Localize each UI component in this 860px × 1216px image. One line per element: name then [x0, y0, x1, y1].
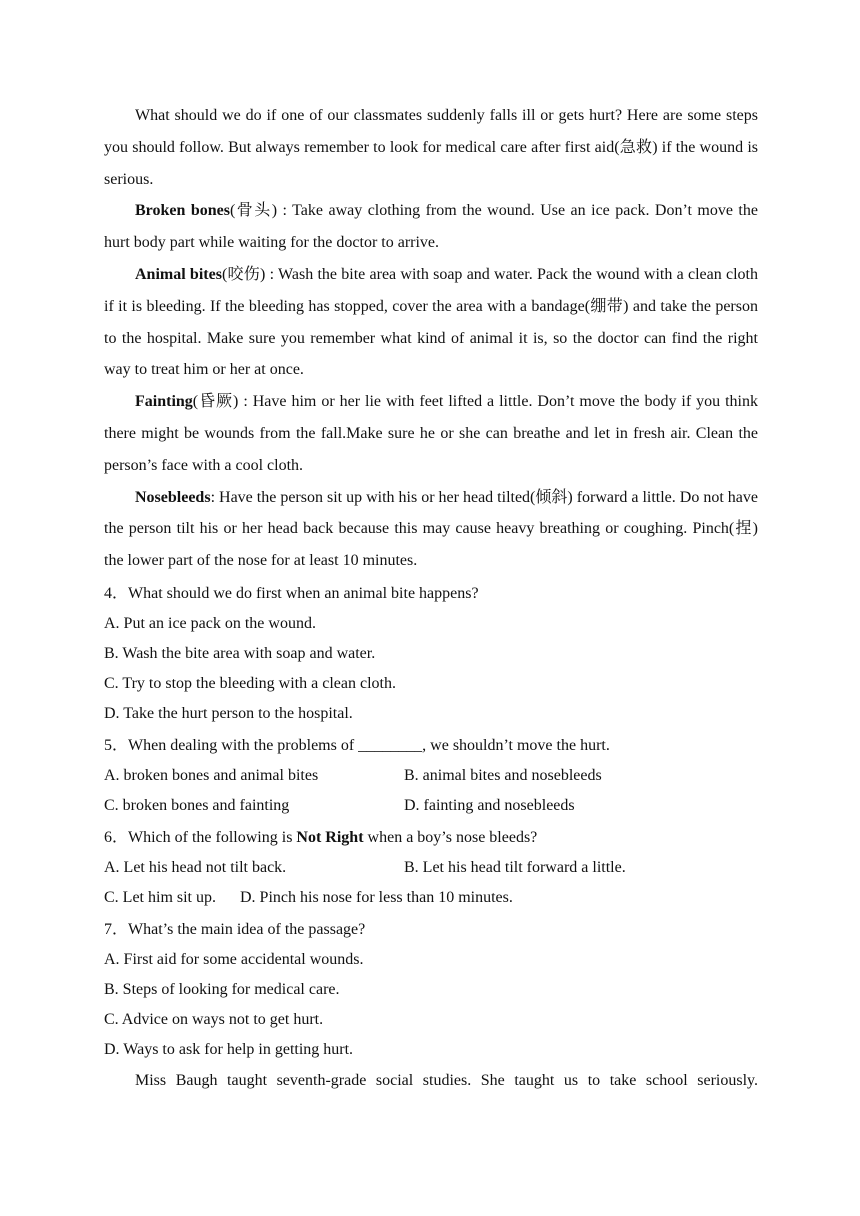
section-term: Broken bones — [135, 202, 230, 220]
section-text: Have the person sit up with his or her head tilted(倾斜) forward a little. Do not have the person tilt his or her head back because this may cause heavy breathing or coughing. Pinch(捏) the lower part of the nose for at least 10 minutes. — [104, 488, 758, 570]
question-5-options-row-2 — [104, 791, 758, 821]
question-7-option-a: A. First aid for some accidental wounds. — [104, 950, 364, 968]
section-note: (骨头) : — [229, 202, 293, 220]
question-6-stem-after: when a boy’s nose bleeds? — [363, 828, 538, 846]
question-4-option-c: C. Try to stop the bleeding with a clean cloth. — [104, 674, 396, 692]
section-term: Nosebleeds — [135, 488, 211, 506]
section-note: : — [210, 488, 220, 506]
question-6-options-row-2 — [104, 883, 758, 913]
question-6-option-c: C. Let him sit up. — [104, 888, 216, 906]
section-broken-bones — [104, 195, 758, 259]
question-5-option-b: B. animal bites and nosebleeds — [404, 766, 602, 784]
question-6-stem-before: 6．Which of the following is — [104, 828, 297, 846]
question-4-option-b: B. Wash the bite area with soap and water. — [104, 644, 376, 662]
question-6-option-b: B. Let his head tilt forward a little. — [404, 858, 626, 876]
question-5-options-row-1 — [104, 761, 758, 791]
question-6-option-d: D. Pinch his nose for less than 10 minutes. — [240, 888, 513, 906]
question-4-option-a: A. Put an ice pack on the wound. — [104, 614, 316, 632]
section-text: Take away clothing from the wound. Use an ice pack. Don’t move the hurt body part while waiting for the doctor to arrive. — [104, 202, 758, 252]
question-6-options-row-1 — [104, 853, 758, 883]
question-4-option-d: D. Take the hurt person to the hospital. — [104, 704, 353, 722]
section-term: Fainting — [135, 393, 193, 411]
question-7-stem: 7．What’s the main idea of the passage? — [104, 920, 366, 938]
question-7-option-c: C. Advice on ways not to get hurt. — [104, 1010, 324, 1028]
section-text: Wash the bite area with soap and water. Pack the wound with a clean cloth if it is bleeding. If the bleeding has stopped, cover the area with a bandage(绷带) and take the person to the hospital. Make sure you remember what kind of animal it is, so the doctor can find the right way to treat him or her at once. — [104, 265, 758, 379]
question-6-stem-bold: Not Right — [296, 828, 364, 846]
question-5-option-d: D. fainting and nosebleeds — [404, 796, 575, 814]
section-nosebleeds — [104, 482, 758, 577]
passage-intro: What should we do if one of our classmates suddenly falls ill or gets hurt? Here are some steps you should follow. But always remember to look for medical care after first aid(急救) if the wound is serious. — [104, 107, 758, 188]
section-text: Have him or her lie with feet lifted a little. Don’t move the body if you think there might be wounds from the fall.Make sure he or she can breathe and let in fresh air. Clean the person’s face with a cool cloth. — [104, 393, 758, 474]
section-note: (咬伤) : — [221, 265, 279, 283]
question-4-stem: 4．What should we do first when an animal bite happens? — [104, 584, 479, 602]
question-5-stem: 5．When dealing with the problems of ________, we shouldn’t move the hurt. — [104, 736, 610, 754]
section-animal-bites — [104, 259, 758, 386]
section-term: Animal bites — [135, 265, 222, 283]
question-5-option-a: A. broken bones and animal bites — [104, 766, 319, 784]
question-7-option-d: D. Ways to ask for help in getting hurt. — [104, 1040, 354, 1058]
question-7-option-b: B. Steps of looking for medical care. — [104, 980, 340, 998]
section-fainting — [104, 386, 758, 481]
question-6-stem — [104, 823, 758, 853]
next-passage-first-line: Miss Baugh taught seventh-grade social studies. She taught us to take school seriously. — [135, 1071, 758, 1089]
document-page — [104, 100, 758, 1097]
section-note: (昏厥) : — [192, 393, 253, 411]
question-6-option-a: A. Let his head not tilt back. — [104, 858, 287, 876]
question-5-option-c: C. broken bones and fainting — [104, 796, 290, 814]
